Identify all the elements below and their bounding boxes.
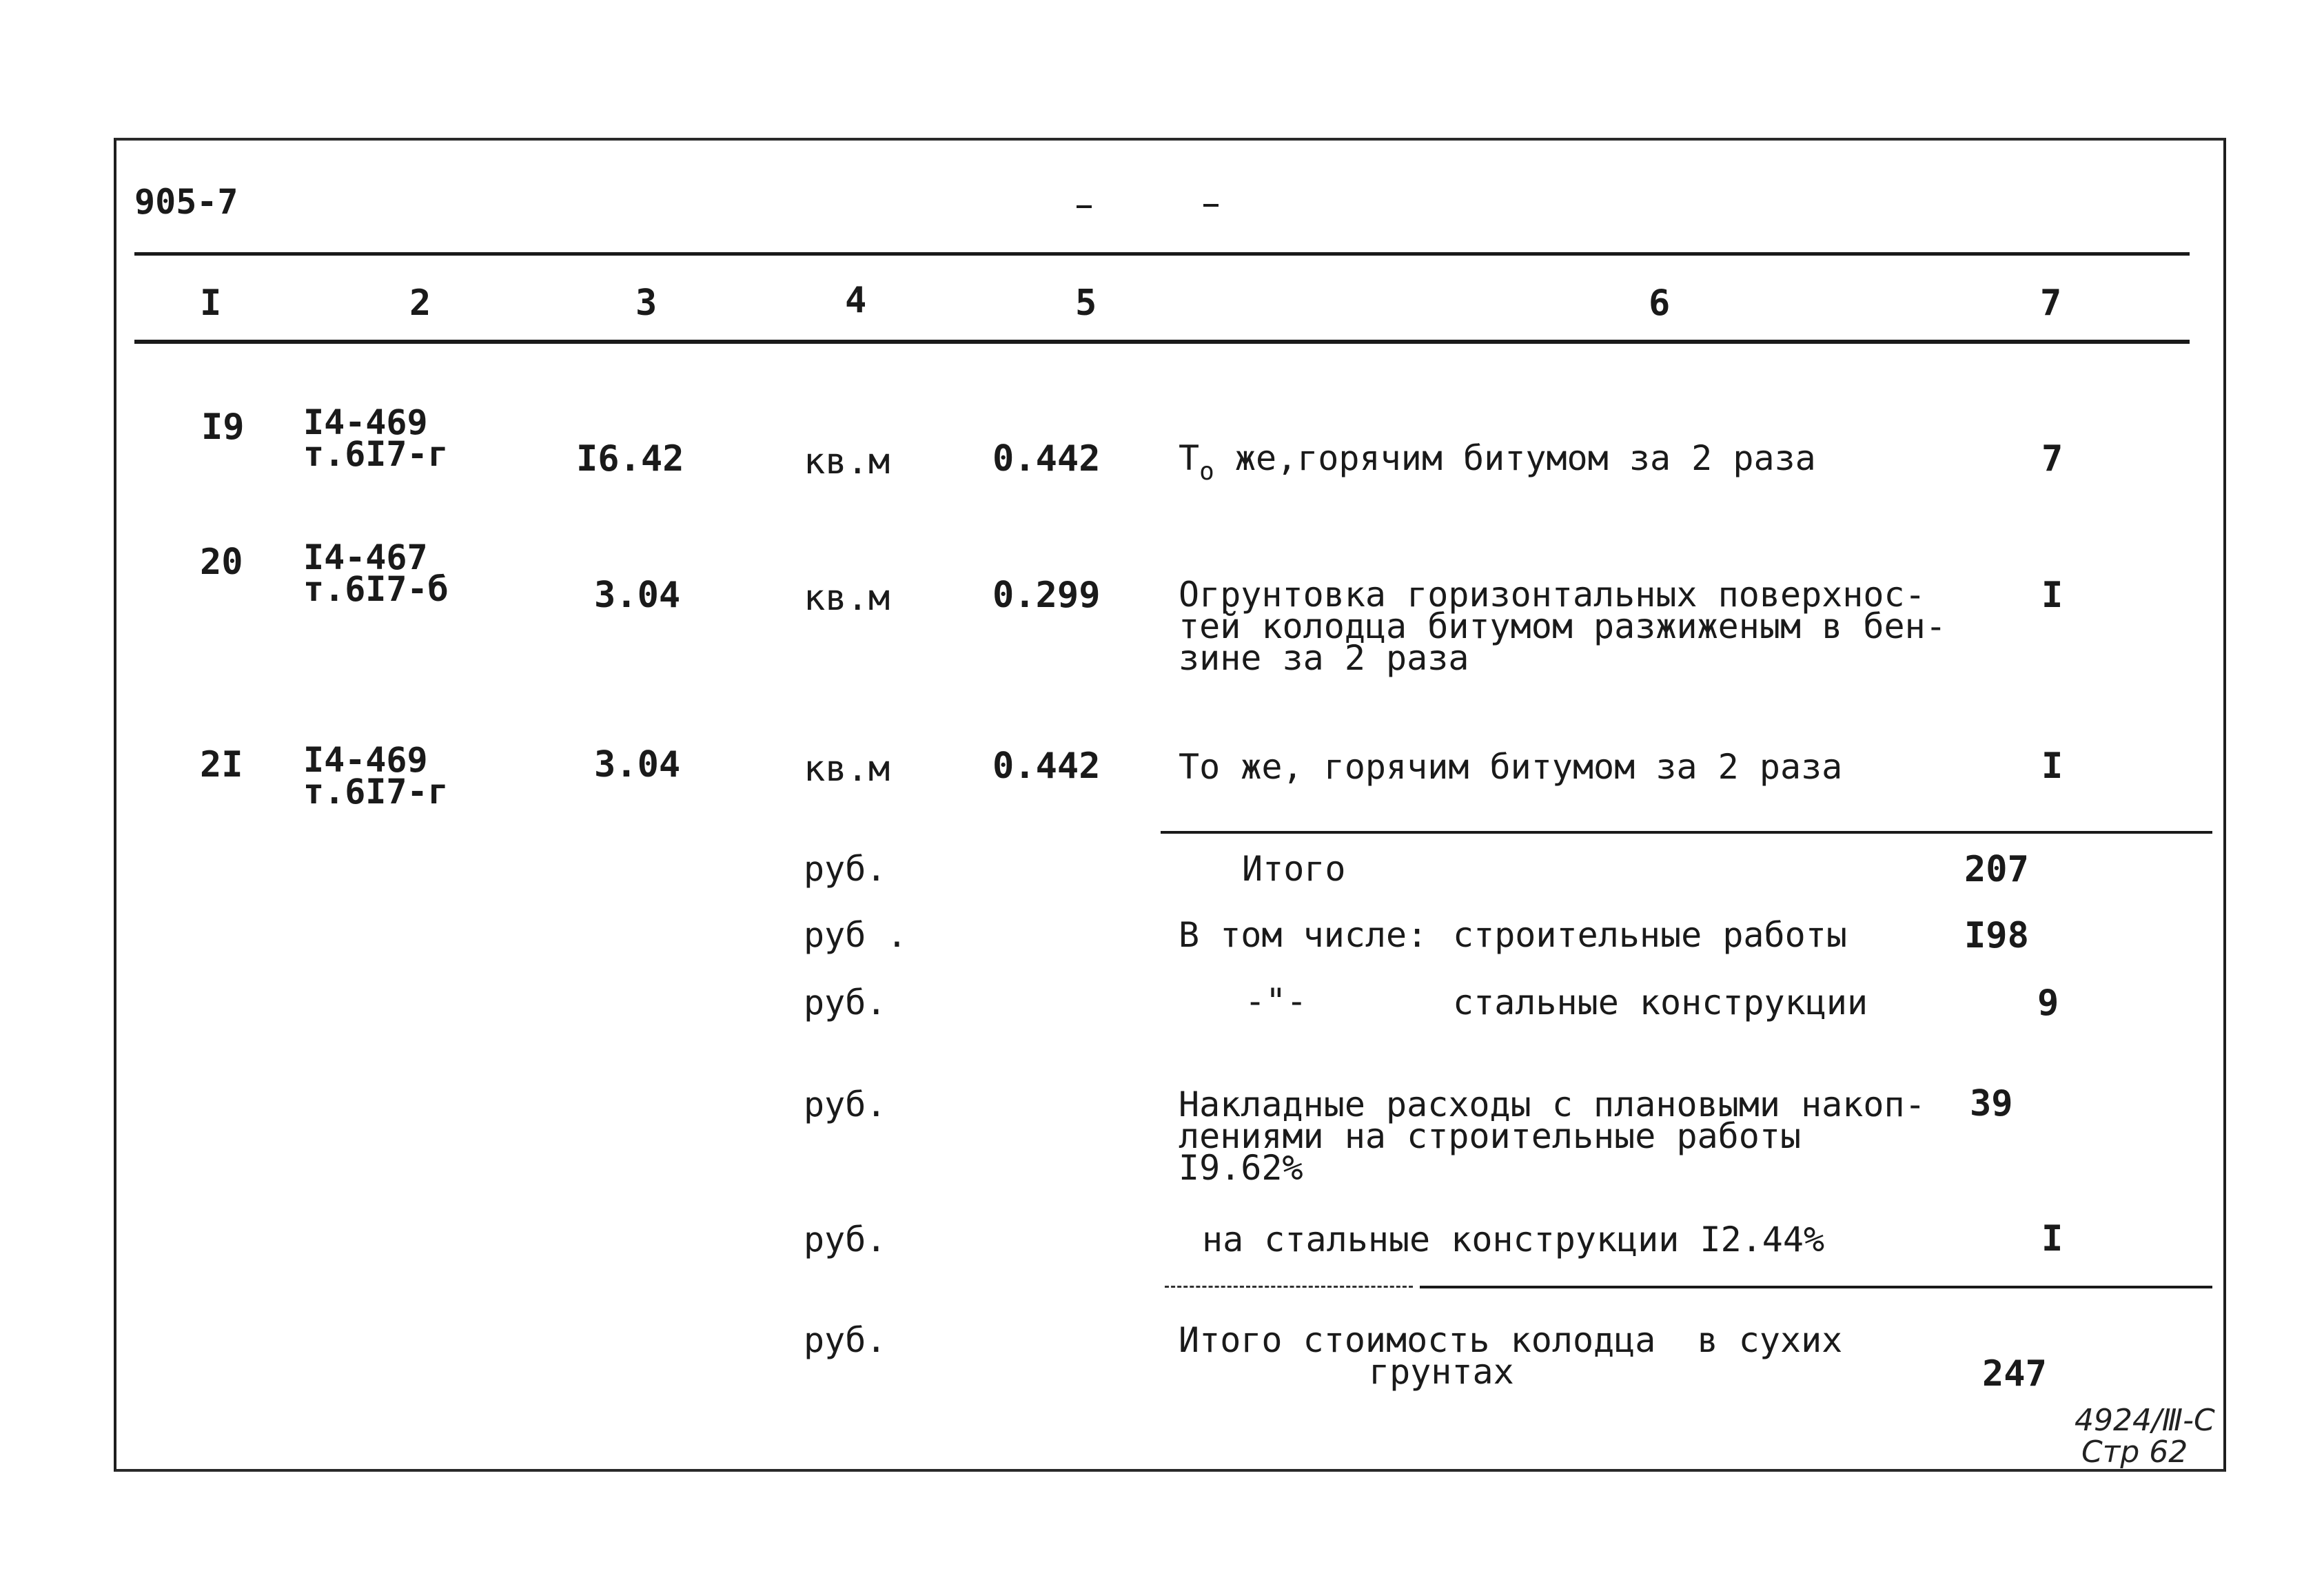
- header-top-rule: [134, 252, 2190, 256]
- row-19-price: 0.442: [992, 438, 1101, 480]
- sheet-stamp-line2: Стр 62: [2081, 1435, 2188, 1470]
- row-20-total: I: [2041, 575, 2063, 616]
- summary-total-unit: руб.: [804, 849, 887, 889]
- row-21-unit: кв.м: [804, 748, 890, 790]
- header-bottom-rule: [134, 340, 2190, 344]
- summary-construction-value: I98: [1964, 915, 2029, 956]
- row-20-quantity: 3.04: [594, 575, 681, 616]
- row-20-code-line1: I4-467: [303, 537, 428, 577]
- row-21-description: То же, горячим битумом за 2 раза: [1179, 747, 1843, 787]
- column-header-7: 7: [2040, 282, 2062, 324]
- grand-total-dashed-rule: [1165, 1286, 1413, 1288]
- column-header-1: I: [200, 282, 222, 324]
- column-header-3: 3: [635, 282, 658, 324]
- summary-overhead-unit: руб.: [804, 1085, 887, 1124]
- summary-total-label: Итого: [1242, 849, 1346, 889]
- row-19-code-line2: т.6I7-г: [303, 434, 449, 474]
- row-19-desc-subscript: о: [1199, 458, 1214, 486]
- row-20-desc-line2: тей колодца битумом разжиженым в бен-: [1179, 606, 1946, 646]
- summary-grand-total-unit: руб.: [804, 1320, 887, 1360]
- column-header-2: 2: [409, 282, 431, 324]
- summary-construction-unit: руб .: [804, 915, 908, 955]
- column-header-5: 5: [1075, 282, 1097, 324]
- summary-ditto-mark: -"-: [1245, 981, 1307, 1021]
- row-21-quantity: 3.04: [594, 744, 681, 785]
- column-header-4: 4: [845, 280, 867, 321]
- row-19-unit: кв.м: [804, 441, 890, 482]
- header-dash-2: [1203, 204, 1219, 207]
- row-20-desc-line3: зине за 2 раза: [1179, 638, 1469, 678]
- row-21-price: 0.442: [992, 746, 1101, 787]
- row-20-desc-line1: Огрунтовка горизонтальных поверхнос-: [1179, 575, 1926, 615]
- summary-steel-overhead-value: I: [2041, 1218, 2063, 1260]
- summary-grand-total-value: 247: [1982, 1353, 2047, 1395]
- summary-top-rule: [1161, 831, 2212, 834]
- row-19-description: [1179, 438, 1816, 488]
- row-20-code-line2: т.6I7-б: [303, 569, 449, 609]
- row-20-unit: кв.м: [804, 577, 890, 619]
- row-21-code-line2: т.6I7-г: [303, 772, 449, 812]
- row-19-desc-prefix: Т: [1179, 438, 1200, 478]
- summary-grand-total-line2: грунтах: [1369, 1352, 1514, 1392]
- summary-steel-label: стальные конструкции: [1453, 983, 1868, 1022]
- row-19-code-line1: I4-469: [303, 402, 428, 442]
- row-19-desc-rest: же,горячим битумом за 2 раза: [1214, 438, 1816, 478]
- summary-total-value: 207: [1964, 849, 2029, 890]
- row-21-code-line1: I4-469: [303, 740, 428, 780]
- column-header-6: 6: [1649, 282, 1671, 324]
- row-19-total: 7: [2041, 438, 2063, 480]
- sheet-stamp-line1: 4924/Ⅲ-С: [2075, 1403, 2215, 1438]
- summary-overhead-line3: I9.62%: [1179, 1148, 1303, 1188]
- row-20-number: 20: [200, 542, 243, 583]
- summary-overhead-value: 39: [1970, 1083, 2013, 1124]
- summary-overhead-line1: Накладные расходы с плановыми накоп-: [1179, 1085, 1926, 1124]
- row-21-total: I: [2041, 746, 2063, 787]
- summary-steel-value: 9: [2037, 983, 2059, 1024]
- summary-construction-label: строительные работы: [1453, 915, 1847, 955]
- row-19-number: I9: [201, 407, 245, 448]
- summary-steel-overhead-unit: руб.: [804, 1220, 887, 1260]
- row-20-price: 0.299: [992, 575, 1101, 616]
- summary-including-label: В том числе:: [1179, 915, 1428, 955]
- row-21-number: 2I: [200, 744, 243, 785]
- summary-steel-unit: руб.: [804, 983, 887, 1022]
- row-19-quantity: I6.42: [576, 438, 684, 480]
- header-dash-1: [1077, 205, 1092, 208]
- series-code: 905-7: [134, 182, 238, 222]
- summary-steel-overhead-label: на стальные конструкции I2.44%: [1202, 1220, 1825, 1260]
- grand-total-rule: [1420, 1286, 2212, 1288]
- summary-grand-total-line1: Итого стоимость колодца в сухих: [1179, 1320, 1843, 1360]
- summary-overhead-line2: лениями на строительные работы: [1179, 1116, 1802, 1156]
